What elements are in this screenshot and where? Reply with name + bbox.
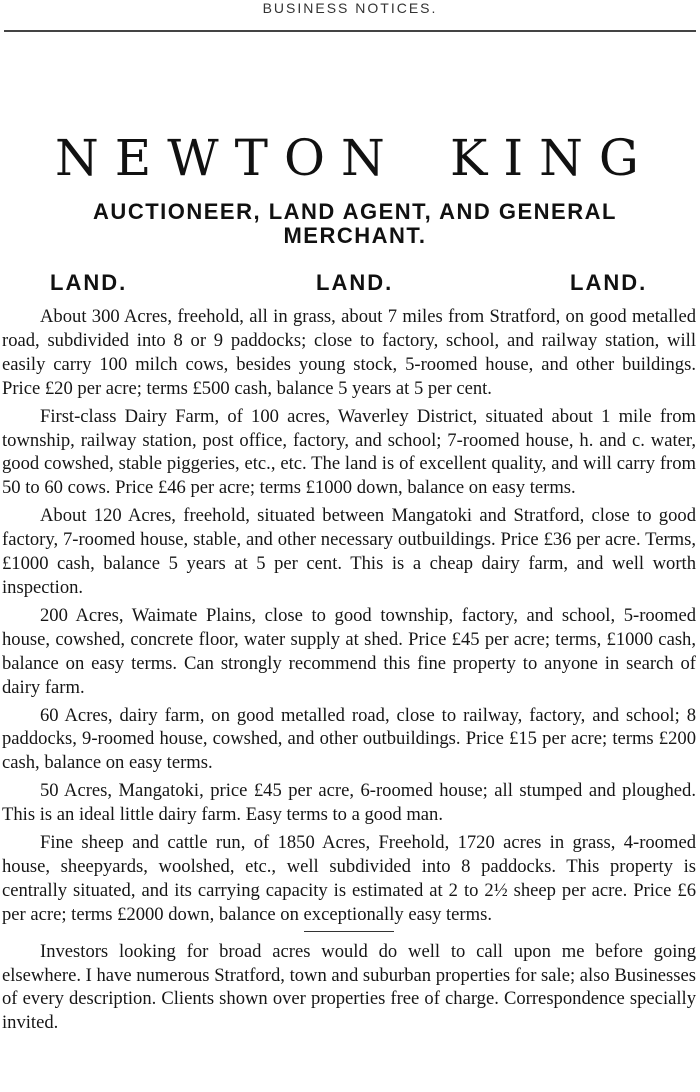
listing-paragraph: 50 Acres, Mangatoki, price £45 per acre, 6-roomed house; all stumped and ploughed. This is an ideal little dairy farm. Easy terms to a good man. bbox=[2, 780, 696, 826]
closing-paragraph: Investors looking for broad acres would do well to call upon me before going elsewhere. I have numerous Stratford, town and suburban properties for sale; also Businesses of every description. Clients shown over properties free of charge. Correspondence specially invited. bbox=[2, 940, 696, 1034]
advertiser-subtitle: AUCTIONEER, LAND AGENT, AND GENERAL MERCHANT. bbox=[93, 199, 617, 248]
listings-body bbox=[2, 305, 696, 1039]
listing-paragraph: 200 Acres, Waimate Plains, close to good township, factory, and school, 5-roomed house, cowshed, concrete floor, water supply at shed. Price £45 per acre; terms, £1000 cash, balance on easy terms. Can strongly recommend this fine property to anyone in search of dairy farm. bbox=[2, 604, 696, 698]
advertiser-name bbox=[55, 128, 655, 188]
listing-paragraph: About 120 Acres, freehold, situated between Mangatoki and Stratford, close to good factory, 7-roomed house, stable, and other necessary outbuildings. Price £36 per acre. Terms, £1000 cash, balance 5 years at 5 per cent. This is a cheap dairy farm, and well worth inspection. bbox=[2, 505, 696, 598]
section-divider bbox=[304, 931, 394, 932]
land-heading-right: LAND. bbox=[570, 270, 648, 295]
section-header: BUSINESS NOTICES. bbox=[262, 0, 438, 16]
land-heading-left: LAND. bbox=[50, 270, 128, 295]
advertiser-last-name: KING bbox=[450, 129, 655, 187]
listing-paragraph: 60 Acres, dairy farm, on good metalled road, close to railway, factory, and school; 8 paddocks, 9-roomed house, cowshed, and other outbuildings. Price £15 per acre; terms £200 cash, balance on easy terms. bbox=[2, 704, 696, 774]
listing-paragraph: First-class Dairy Farm, of 100 acres, Waverley District, situated about 1 mile from township, railway station, post office, factory, and school; 7-roomed house, h. and c. water, good cowshed, stable piggeries, etc., etc. The land is of excellent quality, and will carry from 50 to 60 cows. Price £46 per acre; terms £1000 down, balance on easy terms. bbox=[2, 405, 696, 499]
header-rule bbox=[4, 30, 696, 32]
land-heading-center: LAND. bbox=[316, 270, 394, 295]
listing-paragraph: About 300 Acres, freehold, all in grass, about 7 miles from Stratford, on good metalled road, subdivided into 8 or 9 paddocks; close to factory, school, and railway station, will easily carry 100 milch cows, besides young stock, 5-roomed house, and other buildings. Price £20 per acre; terms £500 cash, balance 5 years at 5 per cent. bbox=[2, 306, 696, 399]
advertiser-first-name: NEWTON bbox=[55, 129, 401, 187]
listing-paragraph: Fine sheep and cattle run, of 1850 Acres, Freehold, 1720 acres in grass, 4-roomed house, sheepyards, woolshed, etc., well subdivided into 8 paddocks. This property is centrally situated, and its carrying capacity is estimated at 2 to 2½ sheep per acre. Price £6 per acre; terms £2000 down, balance on exceptionally easy terms. bbox=[2, 832, 696, 925]
